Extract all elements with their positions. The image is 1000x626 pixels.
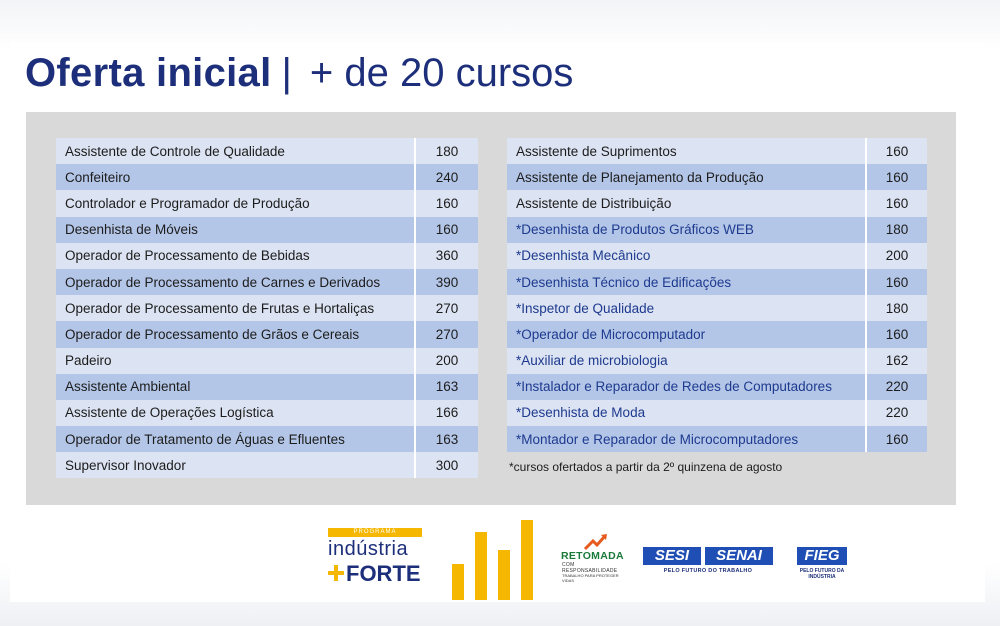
- course-name: Operador de Processamento de Grãos e Cereais: [65, 326, 360, 342]
- course-name: *Montador e Reparador de Microcomputadores: [516, 431, 799, 447]
- title-rest: + de 20 cursos: [309, 50, 574, 95]
- course-hours: 180: [865, 217, 927, 243]
- table-row: [507, 164, 927, 190]
- course-name: *Desenhista Técnico de Edificações: [516, 274, 732, 290]
- course-hours: 166: [414, 400, 478, 426]
- table-row: [56, 164, 478, 190]
- retomada-logo: [561, 533, 629, 583]
- title-separator: |: [281, 50, 292, 95]
- plus-icon: [328, 565, 344, 581]
- course-name: Assistente de Controle de Qualidade: [65, 143, 285, 159]
- industria-forte-logo: [326, 528, 424, 584]
- sesi-senai-sub: PELO FUTURO DO TRABALHO: [663, 568, 753, 574]
- course-hours: 160: [865, 321, 927, 347]
- course-hours: 270: [414, 295, 478, 321]
- table-row: [56, 190, 478, 216]
- course-hours: 390: [414, 269, 478, 295]
- bar-graphic: [521, 520, 533, 600]
- table-row: [56, 321, 478, 347]
- course-hours: 162: [865, 348, 927, 374]
- course-name: Assistente de Planejamento da Produção: [516, 169, 764, 185]
- footnote: *cursos ofertados a partir da 2º quinzena de agosto: [509, 460, 783, 474]
- course-hours: 180: [414, 138, 478, 164]
- course-name: Confeiteiro: [65, 169, 131, 185]
- course-hours: 240: [414, 164, 478, 190]
- course-name: Operador de Tratamento de Águas e Efluentes: [65, 431, 345, 447]
- course-name: Assistente de Suprimentos: [516, 143, 677, 159]
- left-courses-table: [56, 138, 478, 478]
- bar-graphic: [452, 564, 464, 600]
- course-hours: 270: [414, 321, 478, 347]
- table-row: [507, 295, 927, 321]
- table-row: [507, 374, 927, 400]
- course-hours: 300: [414, 452, 478, 478]
- logo-tag: PROGRAMA: [328, 528, 422, 537]
- fieg-box: FIEG: [797, 547, 847, 565]
- right-courses-table: [507, 138, 927, 452]
- bar-graphic: [475, 532, 487, 600]
- course-name: Supervisor Inovador: [65, 457, 186, 473]
- table-row: [56, 400, 478, 426]
- course-name: Assistente Ambiental: [65, 379, 191, 395]
- sesi-box: SESI: [643, 547, 701, 565]
- course-name: Controlador e Programador de Produção: [65, 195, 310, 211]
- course-hours: 160: [414, 190, 478, 216]
- course-name: *Desenhista de Produtos Gráficos WEB: [516, 222, 754, 238]
- table-row: [56, 452, 478, 478]
- table-row: [507, 217, 927, 243]
- table-row: [56, 138, 478, 164]
- course-hours: 160: [865, 190, 927, 216]
- retomada-word: RETOMADA: [561, 550, 624, 562]
- table-row: [56, 269, 478, 295]
- course-hours: 160: [865, 426, 927, 452]
- table-row: [507, 243, 927, 269]
- fieg-sub: PELO FUTURO DA INDÚSTRIA: [799, 568, 845, 580]
- course-hours: 200: [865, 243, 927, 269]
- course-name: Operador de Processamento de Carnes e Derivados: [65, 274, 381, 290]
- course-hours: 163: [414, 374, 478, 400]
- bars-graphic: [452, 520, 534, 600]
- title-bold: Oferta inicial: [25, 50, 272, 95]
- table-row: [507, 190, 927, 216]
- fieg-logo: [787, 547, 857, 581]
- course-hours: 160: [414, 217, 478, 243]
- course-hours: 220: [865, 400, 927, 426]
- table-row: [507, 426, 927, 452]
- course-name: Desenhista de Móveis: [65, 222, 198, 238]
- retomada-sub: COM RESPONSABILIDADE: [562, 562, 618, 574]
- table-row: [507, 400, 927, 426]
- sesi-senai-logo: [643, 547, 773, 581]
- course-name: Assistente de Distribuição: [516, 195, 672, 211]
- table-row: [56, 348, 478, 374]
- course-name: Operador de Processamento de Bebidas: [65, 248, 310, 264]
- table-row: [507, 138, 927, 164]
- course-name: *Auxiliar de microbiologia: [516, 353, 668, 369]
- course-hours: 220: [865, 374, 927, 400]
- table-row: [507, 269, 927, 295]
- course-name: Padeiro: [65, 353, 112, 369]
- course-hours: 180: [865, 295, 927, 321]
- page-title: [25, 48, 573, 98]
- course-name: Assistente de Operações Logística: [65, 405, 274, 421]
- course-name: *Instalador e Reparador de Redes de Computadores: [516, 379, 832, 395]
- table-row: [56, 374, 478, 400]
- arrow-up-icon: [583, 533, 609, 551]
- table-row: [56, 217, 478, 243]
- course-name: *Inspetor de Qualidade: [516, 300, 655, 316]
- course-name: *Operador de Microcomputador: [516, 326, 706, 342]
- table-row: [507, 348, 927, 374]
- retomada-sub2: TRABALHO PARA PROTEGER VIDAS: [562, 573, 619, 583]
- course-name: Operador de Processamento de Frutas e Hortaliças: [65, 300, 375, 316]
- course-hours: 360: [414, 243, 478, 269]
- senai-box: SENAI: [705, 547, 773, 565]
- course-name: *Desenhista Mecânico: [516, 248, 651, 264]
- course-hours: 160: [865, 138, 927, 164]
- course-name: *Desenhista de Moda: [516, 405, 646, 421]
- course-hours: 160: [865, 269, 927, 295]
- logo-line1: indústria: [328, 538, 409, 560]
- bar-graphic: [498, 550, 510, 600]
- table-row: [507, 321, 927, 347]
- table-row: [56, 243, 478, 269]
- course-hours: 160: [865, 164, 927, 190]
- table-row: [56, 295, 478, 321]
- course-hours: 163: [414, 426, 478, 452]
- logo-line2: FORTE: [346, 561, 421, 586]
- table-row: [56, 426, 478, 452]
- course-hours: 200: [414, 348, 478, 374]
